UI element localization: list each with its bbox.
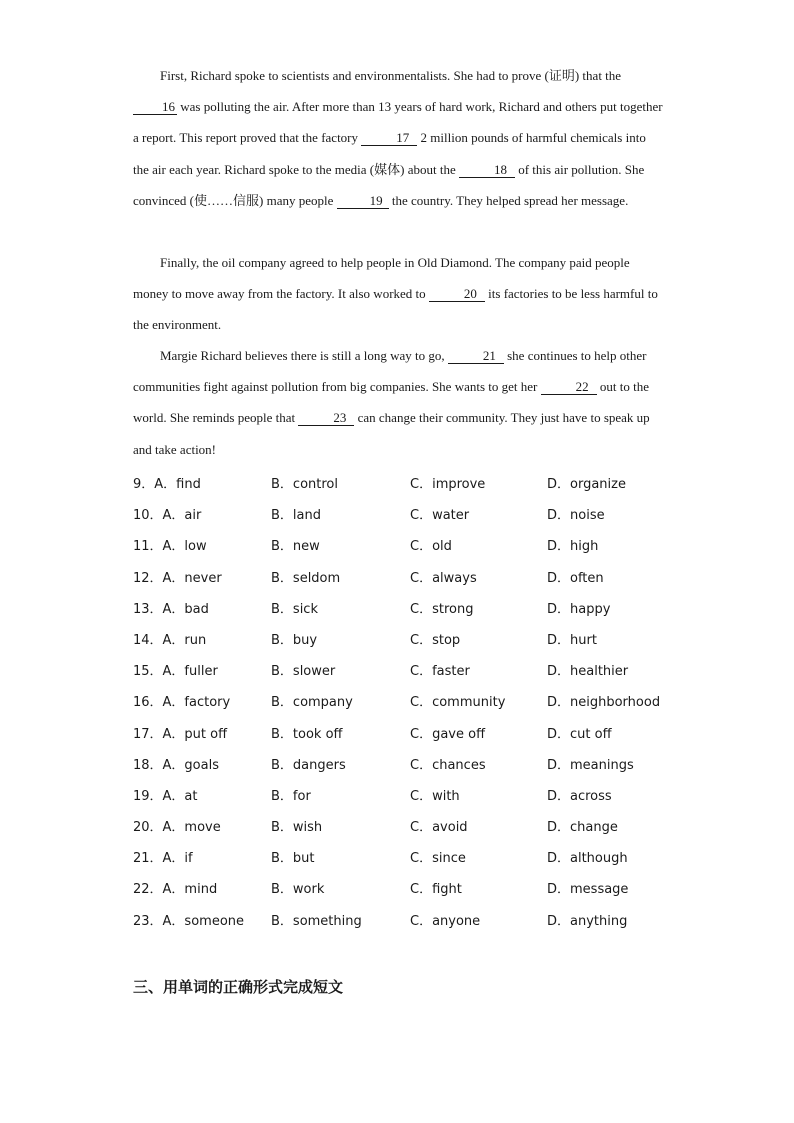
option-a: 17．A．put off xyxy=(133,726,228,742)
question-row xyxy=(133,777,693,808)
option-a: 14．A．run xyxy=(133,632,207,648)
option-b: B．sick xyxy=(271,601,318,617)
option-d: D．anything xyxy=(547,913,628,929)
option-d: D．often xyxy=(547,570,604,586)
option-b: B．seldom xyxy=(271,570,341,586)
blank-21: 21 xyxy=(448,348,504,364)
option-a: 23．A．someone xyxy=(133,913,245,929)
option-b: B．slower xyxy=(271,664,336,680)
option-b: B．something xyxy=(271,913,362,929)
option-d: D．organize xyxy=(547,477,626,492)
question-row xyxy=(133,590,693,621)
option-c: C．always xyxy=(410,570,477,586)
blank-23: 23 xyxy=(298,410,354,426)
question-row xyxy=(133,746,693,777)
option-b: B．work xyxy=(271,882,325,898)
passage-text: she continues to help other communities fight against pollution from big companies. She wants to get her xyxy=(133,348,647,395)
option-b: B．land xyxy=(271,508,321,524)
option-b: B．new xyxy=(271,539,320,555)
passage-text: of this air pollution. She convinced (使……信服) many people xyxy=(133,161,645,208)
question-row xyxy=(133,839,693,870)
option-d: D．across xyxy=(547,788,612,804)
passage-text: Finally, the oil company agreed to help people in Old Diamond. The company paid people money to move away from the factory. It also worked to xyxy=(133,255,630,302)
blank-22: 22 xyxy=(541,379,597,395)
question-row xyxy=(133,902,693,933)
passage-text: can change their community. They just have to speak up and take action! xyxy=(133,410,650,457)
section-heading: 三、用单词的正确形式完成短文 xyxy=(133,978,344,996)
option-a: 21．A．if xyxy=(133,851,193,867)
option-a: 22．A．mind xyxy=(133,882,218,898)
option-a: 16．A．factory xyxy=(133,695,231,711)
option-b: B．took off xyxy=(271,726,343,742)
option-c: C．improve xyxy=(410,477,486,492)
option-d: D．healthier xyxy=(547,664,629,680)
passage-text: Margie Richard believes there is still a long way to go, xyxy=(160,348,448,363)
option-d: D．noise xyxy=(547,508,605,524)
passage-text: its factories to be less harmful to the environment. xyxy=(133,286,658,333)
blank-16: 16 xyxy=(133,99,177,115)
option-b: B．dangers xyxy=(271,757,346,773)
question-row xyxy=(133,496,693,527)
passage-text: 2 million pounds of harmful chemicals into the air each year. Richard spoke to the media (媒体) about the xyxy=(133,130,646,177)
option-c: C．water xyxy=(410,508,470,524)
option-a: 20．A．move xyxy=(133,820,221,836)
question-row xyxy=(133,715,693,746)
option-d: D．message xyxy=(547,882,629,898)
option-b: B．buy xyxy=(271,632,318,648)
option-c: C．fight xyxy=(410,882,462,898)
blank-17: 17 xyxy=(361,130,417,146)
question-row xyxy=(133,683,693,714)
option-a: 12．A．never xyxy=(133,570,222,586)
option-a: 18．A．goals xyxy=(133,757,219,773)
option-a: 19．A．at xyxy=(133,788,198,804)
option-b: B．control xyxy=(271,477,338,492)
option-c: C．community xyxy=(410,695,506,711)
blank-19: 19 xyxy=(337,193,389,209)
question-row xyxy=(133,870,693,901)
option-d: D．change xyxy=(547,820,618,836)
option-c: C．old xyxy=(410,539,452,555)
option-d: D．neighborhood xyxy=(547,695,661,711)
option-c: C．strong xyxy=(410,601,474,617)
option-b: B．company xyxy=(271,695,353,711)
option-a: 11．A．low xyxy=(133,539,207,555)
passage-paragraph-1 xyxy=(133,60,663,216)
question-row xyxy=(133,621,693,652)
option-d: D．happy xyxy=(547,601,611,617)
option-a: 15．A．fuller xyxy=(133,664,218,680)
option-a: 10．A．air xyxy=(133,508,202,524)
option-d: D．meanings xyxy=(547,757,634,773)
option-c: C．chances xyxy=(410,757,486,773)
question-row xyxy=(133,527,693,558)
question-options-list xyxy=(133,465,693,933)
question-row xyxy=(133,652,693,683)
option-b: B．for xyxy=(271,788,311,804)
passage-text: the country. They helped spread her message. xyxy=(388,192,629,208)
passage-paragraph-3 xyxy=(133,340,663,465)
option-c: C．anyone xyxy=(410,913,481,929)
question-row xyxy=(133,465,693,496)
option-b: B．wish xyxy=(271,820,323,836)
option-c: C．gave off xyxy=(410,726,486,742)
passage-text: First, Richard spoke to scientists and environmentalists. She had to prove (证明) that the xyxy=(160,68,622,83)
option-a: 13．A．bad xyxy=(133,601,209,617)
option-d: D．hurt xyxy=(547,632,597,648)
passage-paragraph-2 xyxy=(133,247,663,341)
option-c: C．faster xyxy=(410,664,470,680)
blank-18: 18 xyxy=(459,162,515,178)
question-row xyxy=(133,559,693,590)
option-c: C．stop xyxy=(410,632,461,648)
option-d: D．high xyxy=(547,539,599,555)
question-row xyxy=(133,808,693,839)
option-c: C．avoid xyxy=(410,820,468,836)
option-d: D．cut off xyxy=(547,726,612,742)
passage-text: was polluting the air. After more than 13 years of hard work, Richard and others put together a report. This report proved that the factory xyxy=(133,99,663,146)
option-d: D．although xyxy=(547,851,628,867)
passage-text: out to the world. She reminds people that xyxy=(133,379,649,426)
option-c: C．since xyxy=(410,851,466,867)
blank-20: 20 xyxy=(429,286,485,302)
option-c: C．with xyxy=(410,788,460,804)
option-b: B．but xyxy=(271,851,315,867)
option-a: 9．A．find xyxy=(133,477,201,492)
